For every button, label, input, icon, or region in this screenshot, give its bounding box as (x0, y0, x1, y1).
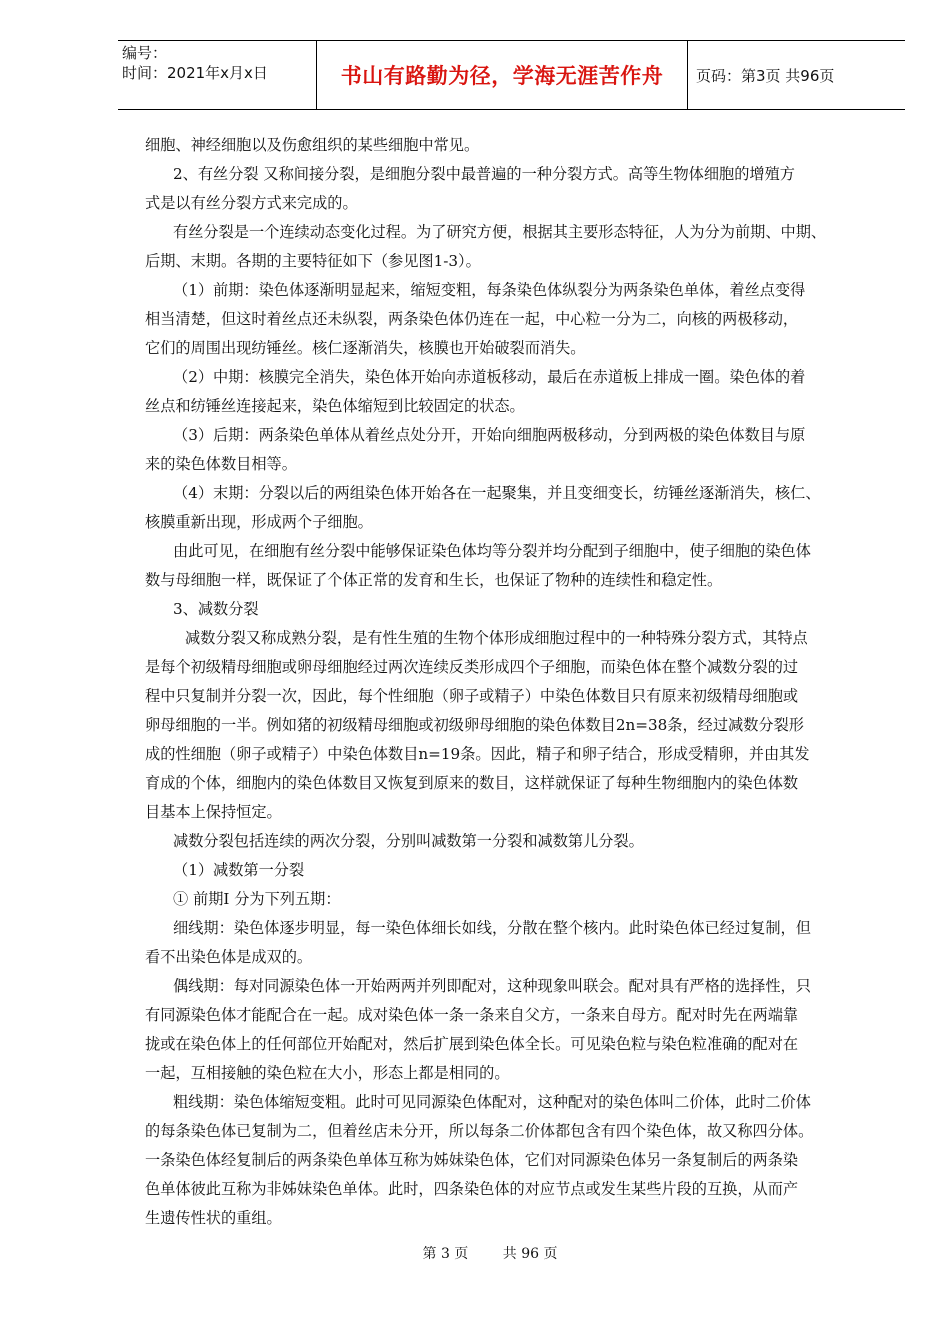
body-line: 细线期：染色体逐步明显，每一染色体细长如线，分散在整个核内。此时染色体已经过复制，但 (173, 919, 811, 937)
body-line: 一起，互相接触的染色粒在大小，形态上都是相同的。 (145, 1064, 510, 1082)
body-line: 一条染色体经复制后的两条染色单体互称为姊妹染色体，它们对同源染色体另一条复制后的两条染 (145, 1151, 799, 1169)
body-line: （1）前期：染色体逐渐明显起来，缩短变粗，每条染色体纵裂分为两条染色单体，着丝点变得 (173, 281, 806, 299)
body-line: 细胞、神经细胞以及伤愈组织的某些细胞中常见。 (145, 136, 480, 154)
body-line: 卵母细胞的一半。例如猪的初级精母细胞或初级卵母细胞的染色体数目2n=38条，经过减数分裂形 (145, 716, 804, 734)
body-line: 后期、末期。各期的主要特征如下（参见图1-3）。 (145, 252, 481, 270)
body-line: （3）后期：两条染色单体从着丝点处分开，开始向细胞两极移动，分到两极的染色体数目与原 (173, 426, 806, 444)
body-line: 它们的周围出现纺锤丝。核仁逐渐消失，核膜也开始破裂而消失。 (145, 339, 586, 357)
body-line: 看不出染色体是成双的。 (145, 948, 313, 966)
body-line: （1）减数第一分裂 (173, 861, 305, 879)
body-line: 来的染色体数目相等。 (145, 455, 297, 473)
body-line: 有同源染色体才能配合在一起。成对染色体一条一条来自父方，一条来自母方。配对时先在两端靠 (145, 1006, 799, 1024)
document-body (145, 131, 895, 1233)
body-line: （4）末期：分裂以后的两组染色体开始各在一起聚集，并且变细变长，纺锤丝逐渐消失，核仁、 (173, 484, 821, 502)
header-meta (118, 41, 316, 109)
document-number-label: 编号： (122, 44, 168, 62)
body-line: 成的性细胞（卵子或精子）中染色体数目n=19条。因此，精子和卵子结合，形成受精卵，并由其发 (145, 745, 810, 763)
body-line: 生遗传性状的重组。 (145, 1209, 282, 1227)
body-line: 目基本上保持恒定。 (145, 803, 282, 821)
body-line: 是每个初级精母细胞或卵母细胞经过两次连续反类形成四个子细胞，而染色体在整个减数分裂的过 (145, 658, 799, 676)
body-line: 丝点和纺锤丝连接起来，染色体缩短到比较固定的状态。 (145, 397, 525, 415)
body-line: 由此可见，在细胞有丝分裂中能够保证染色体均等分裂并均分配到子细胞中，使子细胞的染色体 (173, 542, 811, 560)
header-motto: 书山有路勤为径，学海无涯苦作舟 (316, 41, 688, 109)
body-line: 的每条染色体已复制为二，但着丝店未分开，所以每条二价体都包含有四个染色体，故又称四分体。 (145, 1122, 814, 1140)
body-line: 育成的个体，细胞内的染色体数目又恢复到原来的数目，这样就保证了每种生物细胞内的染色体数 (145, 774, 799, 792)
header-page-info: 页码：第3页 共96页 (696, 66, 835, 85)
body-line: 减数分裂又称成熟分裂，是有性生殖的生物个体形成细胞过程中的一种特殊分裂方式，其特点 (185, 629, 808, 647)
page-footer (0, 1243, 950, 1263)
footer-total-pages: 共 96 页 (502, 1246, 558, 1262)
body-line: ① 前期Ⅰ 分为下列五期： (173, 890, 341, 908)
body-line: 3、减数分裂 (173, 600, 259, 618)
body-line: 色单体彼此互称为非姊妹染色单体。此时，四条染色体的对应节点或发生某些片段的互换，从而产 (145, 1180, 799, 1198)
body-line: 核膜重新出现，形成两个子细胞。 (145, 513, 373, 531)
body-line: 相当清楚，但这时着丝点还未纵裂，两条染色体仍连在一起，中心粒一分为二，向核的两极移动， (145, 310, 799, 328)
document-time-label: 时间：2021年x月x日 (122, 64, 268, 82)
page-header (118, 40, 905, 110)
footer-page-number: 第 3 页 (422, 1246, 469, 1262)
body-line: 数与母细胞一样，既保证了个体正常的发育和生长，也保证了物种的连续性和稳定性。 (145, 571, 723, 589)
body-line: 拢或在染色体上的任何部位开始配对，然后扩展到染色体全长。可见染色粒与染色粒准确的配对在 (145, 1035, 799, 1053)
body-line: （2）中期：核膜完全消失，染色体开始向赤道板移动，最后在赤道板上排成一圈。染色体的着 (173, 368, 806, 386)
body-line: 2、有丝分裂 又称间接分裂，是细胞分裂中最普遍的一种分裂方式。高等生物体细胞的增殖方 (173, 165, 795, 183)
body-line: 式是以有丝分裂方式来完成的。 (145, 194, 358, 212)
body-line: 有丝分裂是一个连续动态变化过程。为了研究方便，根据其主要形态特征，人为分为前期、中期、 (173, 223, 827, 241)
body-line: 偶线期：每对同源染色体一开始两两并列即配对，这种现象叫联会。配对具有严格的选择性，只 (173, 977, 811, 995)
body-line: 减数分裂包括连续的两次分裂，分别叫减数第一分裂和减数第儿分裂。 (173, 832, 644, 850)
body-line: 程中只复制并分裂一次，因此，每个性细胞（卵子或精子）中染色体数目只有原来初级精母细胞或 (145, 687, 799, 705)
body-line: 粗线期：染色体缩短变粗。此时可见同源染色体配对，这种配对的染色体叫二价体，此时二价体 (173, 1093, 811, 1111)
